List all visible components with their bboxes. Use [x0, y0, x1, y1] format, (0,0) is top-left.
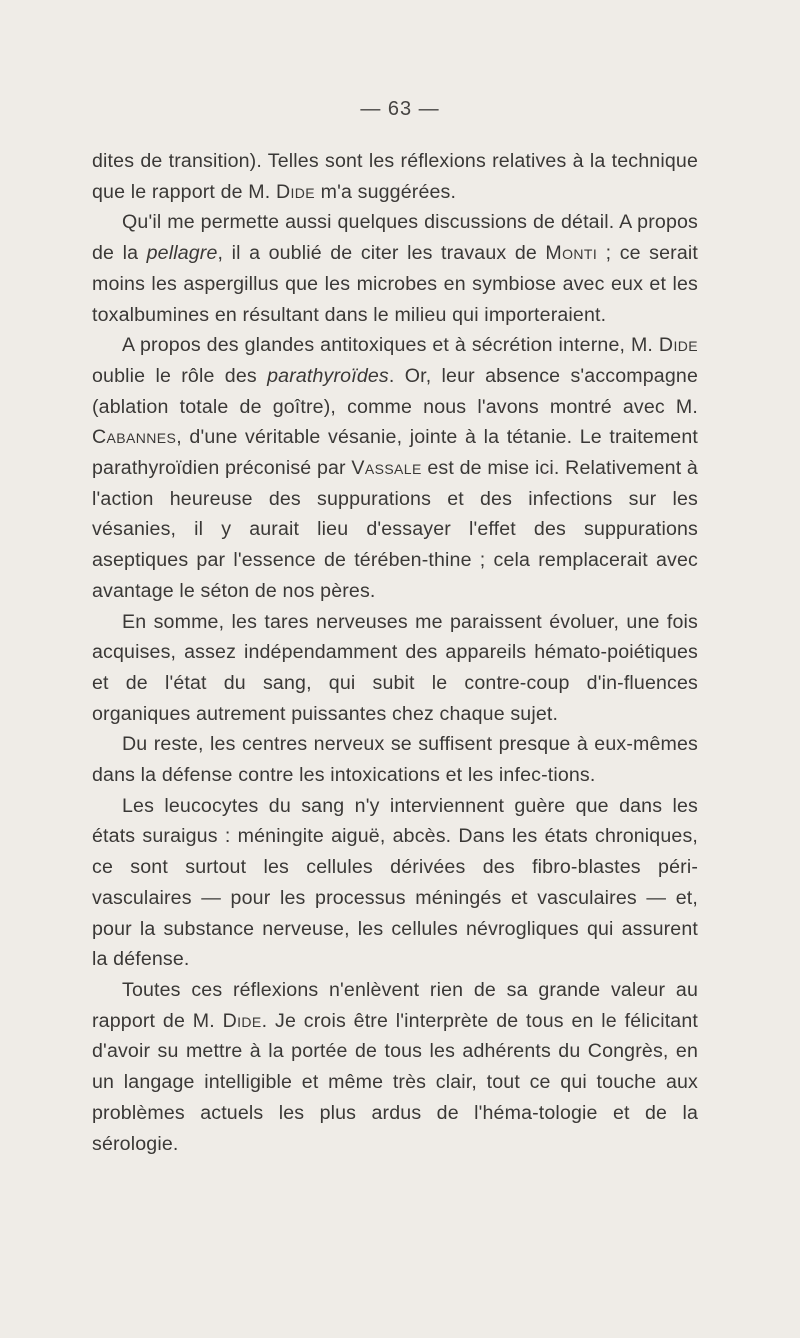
paragraph-7: [92, 975, 698, 1159]
body-text: [92, 146, 698, 1159]
text-run: . Je crois être l'interprète de tous en le félicitant d'avoir su mettre à la portée de tous les adhérents du Congrès, en un langage intelligible et même très clair, tout ce qui touche aux problèmes actuels les plus ardus de l'héma-tologie et de la sérologie.: [92, 1009, 698, 1155]
text-run: est de mise ici. Relativement à l'action heureuse des suppurations et des infections sur les vésanies, il y aurait lieu d'essayer l'effet des suppurations aseptiques par l'essence de térében-thine ; cela remplacerait avec avantage le séton de nos pères.: [92, 457, 698, 602]
text-run: Toutes ces réflexions n'enlèvent rien de sa grande valeur au rapport de M.: [92, 978, 698, 1032]
paragraph-3: [92, 330, 698, 606]
text-run: , il a oublié de citer les travaux de: [217, 242, 546, 265]
author-name: Monti: [545, 242, 598, 265]
paragraph-2: [92, 207, 698, 330]
author-name: Cabannes: [92, 426, 177, 449]
italic-term: parathyroïdes: [267, 364, 389, 387]
text-run: oublie le rôle des: [92, 364, 268, 387]
italic-term: pellagre: [146, 242, 218, 265]
author-name: Dide: [275, 180, 316, 203]
paragraph-1: [92, 146, 698, 207]
text-run: , d'une véritable vésanie, jointe à la tétanie. Le traitement parathyroïdien préconisé par: [92, 426, 698, 480]
page-number: — 63 —: [360, 98, 440, 120]
paragraph-5: Du reste, les centres nerveux se suffisent presque à eux-mêmes dans la défense contre les intoxications et les infec-tions.: [92, 733, 698, 787]
author-name: Dide: [222, 1009, 262, 1032]
text-run: ; ce serait moins les aspergillus que les microbes en symbiose avec eux et les toxalbumines en résultant dans le milieu qui importeraient.: [92, 242, 698, 326]
text-run: Qu'il me permette aussi quelques discussions de détail. A propos de la: [92, 211, 698, 265]
text-run: . Or, leur absence s'accompagne (ablation totale de goître), comme nous l'avons montré avec M.: [92, 364, 698, 418]
text-run: dites de transition). Telles sont les réflexions relatives à la technique que le rapport de M.: [92, 150, 698, 203]
author-name: Dide: [658, 334, 698, 357]
text-run: m'a suggérées.: [315, 180, 457, 203]
paragraph-6: Les leucocytes du sang n'y interviennent guère que dans les états suraigus : méningite aiguë, abcès. Dans les états chroniques, ce sont surtout les cellules dérivées des fibro-blastes péri-vasculaires — pour les processus méningés et vasculaires — et, pour la substance nerveuse, les cellules névrogliques qui assurent la défense.: [92, 794, 698, 971]
author-name: Vassale: [351, 457, 422, 480]
text-run: A propos des glandes antitoxiques et à sécrétion interne, M.: [122, 334, 659, 357]
paragraph-4: En somme, les tares nerveuses me paraissent évoluer, une fois acquises, assez indépendamment des appareils hémato-poiétiques et de l'état du sang, qui subit le contre-coup d'in-fluences organiques autrement puissantes chez chaque sujet.: [92, 610, 698, 725]
